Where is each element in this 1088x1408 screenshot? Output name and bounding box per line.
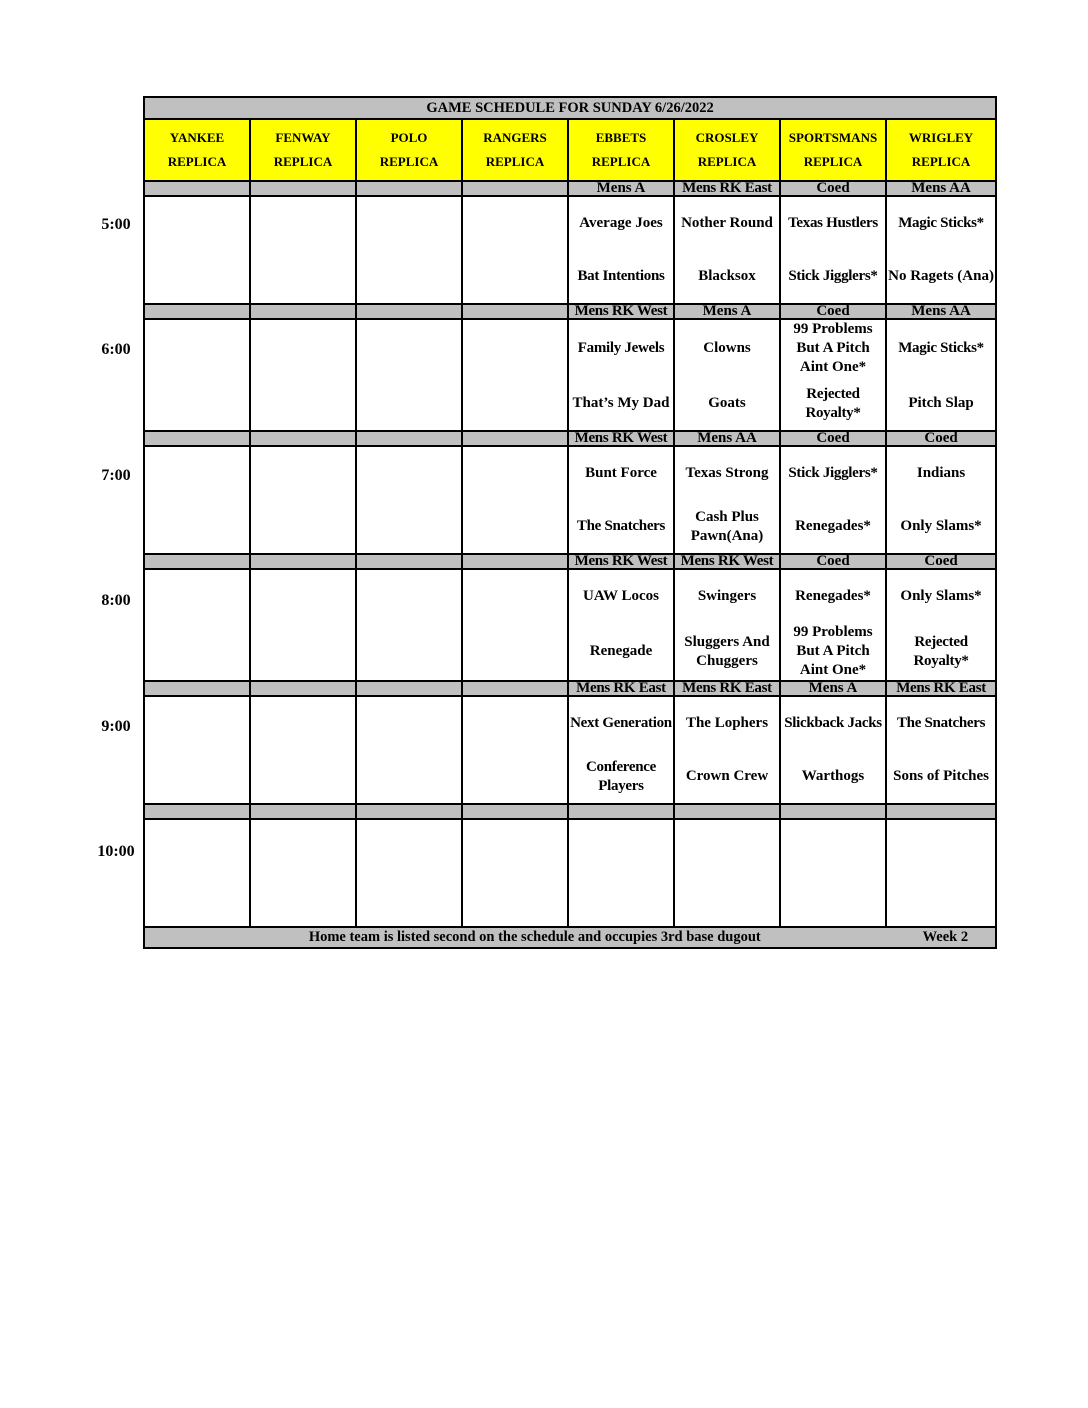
week-label: Week 2 (922, 929, 969, 945)
division-cell: Coed (886, 554, 996, 569)
team-cell (886, 696, 996, 750)
division-cell: Mens AA (674, 431, 780, 446)
team-cell (568, 500, 674, 554)
team-name: Warthogs (801, 768, 865, 784)
team-cell (462, 500, 568, 554)
team-cell (780, 873, 886, 927)
team-cell (144, 319, 250, 377)
team-cell (144, 446, 250, 500)
team-cell (462, 569, 568, 623)
team-cell (144, 500, 250, 554)
team-cell (250, 750, 356, 804)
team-cell (356, 319, 462, 377)
field-header-rangers (462, 119, 568, 181)
team-name: Renegades* (795, 518, 871, 534)
team-cell (674, 819, 780, 873)
team-cell (780, 500, 886, 554)
division-cell (250, 181, 356, 196)
team-name: Blacksox (698, 268, 756, 284)
team-cell (568, 377, 674, 431)
division-cell (462, 304, 568, 319)
schedule-title: GAME SCHEDULE FOR SUNDAY 6/26/2022 (144, 97, 996, 119)
division-cell (250, 304, 356, 319)
division-cell (568, 804, 674, 819)
team-cell (780, 250, 886, 304)
team-cell (250, 569, 356, 623)
game-row (144, 750, 996, 804)
team-cell (462, 446, 568, 500)
team-cell (674, 696, 780, 750)
team-name: 99 Problems But A Pitch Aint One* (793, 624, 873, 678)
team-cell (886, 500, 996, 554)
division-cell: Mens RK West (568, 431, 674, 446)
game-row (144, 569, 996, 623)
division-cell (356, 304, 462, 319)
team-cell (886, 819, 996, 873)
team-name: Renegade (589, 643, 653, 659)
field-subtitle: REPLICA (697, 154, 757, 169)
team-name: Bat Intentions (577, 268, 665, 284)
division-cell (356, 681, 462, 696)
team-cell (356, 819, 462, 873)
division-cell: Coed (780, 304, 886, 319)
game-row (144, 873, 996, 927)
team-cell (780, 196, 886, 250)
time-label: 9:00 (101, 718, 131, 735)
team-name: Indians (916, 465, 966, 481)
field-name: RANGERS (483, 130, 547, 145)
team-cell (886, 250, 996, 304)
team-name: Goats (708, 395, 746, 411)
team-cell (250, 250, 356, 304)
division-cell: Mens A (568, 181, 674, 196)
team-name: Stick Jigglers* (788, 268, 878, 284)
field-subtitle: REPLICA (379, 154, 439, 169)
division-cell (462, 804, 568, 819)
team-cell (780, 319, 886, 377)
team-cell (886, 873, 996, 927)
team-cell (356, 696, 462, 750)
field-header-fenway (250, 119, 356, 181)
team-cell (462, 196, 568, 250)
field-subtitle: REPLICA (485, 154, 545, 169)
team-cell (568, 446, 674, 500)
team-cell (780, 377, 886, 431)
division-cell: Mens RK West (674, 554, 780, 569)
team-cell (462, 750, 568, 804)
team-cell (250, 873, 356, 927)
game-row (144, 250, 996, 304)
team-cell (356, 377, 462, 431)
game-row (144, 623, 996, 681)
field-subtitle: REPLICA (803, 154, 863, 169)
division-cell: Mens RK West (568, 304, 674, 319)
team-name: Conference Players (585, 758, 657, 794)
team-name: Texas Strong (685, 465, 769, 481)
team-name: Average Joes (579, 215, 663, 231)
team-name: Only Slams* (900, 518, 982, 534)
team-cell (674, 319, 780, 377)
team-cell (462, 696, 568, 750)
team-cell (250, 623, 356, 681)
team-cell (568, 250, 674, 304)
team-name: 99 Problems But A Pitch Aint One* (793, 321, 873, 375)
team-cell (144, 250, 250, 304)
division-cell (144, 304, 250, 319)
team-cell (462, 819, 568, 873)
team-cell (144, 623, 250, 681)
team-name: Sluggers And Chuggers (684, 633, 770, 669)
division-cell (356, 431, 462, 446)
team-cell (356, 750, 462, 804)
team-name: The Snatchers (576, 518, 666, 534)
field-name: EBBETS (595, 130, 647, 145)
team-cell (886, 377, 996, 431)
team-cell (356, 873, 462, 927)
division-cell (250, 681, 356, 696)
team-cell (144, 819, 250, 873)
division-cell (462, 554, 568, 569)
team-cell (780, 750, 886, 804)
division-cell (144, 181, 250, 196)
team-cell (780, 623, 886, 681)
division-cell (462, 181, 568, 196)
time-label: 7:00 (101, 467, 131, 484)
division-cell (674, 804, 780, 819)
time-label: 8:00 (101, 592, 131, 609)
division-cell: Mens A (674, 304, 780, 319)
team-name: That’s My Dad (572, 395, 670, 411)
team-name: Rejected Royalty* (913, 633, 969, 669)
field-subtitle: REPLICA (911, 154, 971, 169)
team-cell (674, 500, 780, 554)
team-cell (674, 873, 780, 927)
field-name: WRIGLEY (908, 130, 974, 145)
division-cell: Mens AA (886, 304, 996, 319)
division-cell: Mens RK East (568, 681, 674, 696)
team-name: The Lophers (685, 715, 769, 731)
team-cell (780, 696, 886, 750)
team-cell (886, 569, 996, 623)
division-cell (144, 804, 250, 819)
field-header-ebbets (568, 119, 674, 181)
division-cell (462, 681, 568, 696)
time-label: 10:00 (97, 843, 135, 860)
field-name: SPORTSMANS (788, 130, 878, 145)
team-cell (356, 446, 462, 500)
schedule-table (143, 96, 995, 949)
team-cell (356, 623, 462, 681)
team-cell (250, 696, 356, 750)
team-name: Bunt Force (585, 465, 657, 481)
division-cell: Mens RK East (886, 681, 996, 696)
team-name: Clowns (703, 340, 751, 356)
team-cell (356, 569, 462, 623)
team-name: The Snatchers (896, 715, 986, 731)
field-name: CROSLEY (695, 130, 759, 145)
game-row (144, 696, 996, 750)
team-cell (462, 250, 568, 304)
team-name: Pitch Slap (908, 395, 974, 411)
division-cell (250, 804, 356, 819)
division-row (144, 181, 996, 196)
team-cell (144, 377, 250, 431)
team-cell (250, 377, 356, 431)
team-cell (780, 819, 886, 873)
field-header-yankee (144, 119, 250, 181)
team-name: Crown Crew (685, 768, 769, 784)
division-cell (144, 554, 250, 569)
team-cell (356, 196, 462, 250)
team-cell (674, 250, 780, 304)
division-row (144, 681, 996, 696)
team-name: Nother Round (681, 215, 773, 231)
footer-bar (144, 927, 996, 948)
team-cell (780, 446, 886, 500)
division-cell (144, 431, 250, 446)
team-cell (780, 569, 886, 623)
team-cell (674, 569, 780, 623)
division-cell: Mens AA (886, 181, 996, 196)
team-name: Stick Jigglers* (788, 465, 878, 481)
team-cell (250, 196, 356, 250)
division-cell (886, 804, 996, 819)
division-cell: Mens RK West (568, 554, 674, 569)
team-name: Swingers (697, 588, 757, 604)
division-cell: Mens RK East (674, 181, 780, 196)
team-name: Sons of Pitches (893, 768, 989, 784)
game-row (144, 446, 996, 500)
team-cell (568, 196, 674, 250)
team-cell (144, 196, 250, 250)
team-cell (144, 750, 250, 804)
team-cell (568, 696, 674, 750)
field-name: FENWAY (275, 130, 331, 145)
division-cell: Mens A (780, 681, 886, 696)
field-subtitle: REPLICA (591, 154, 651, 169)
team-cell (250, 500, 356, 554)
time-label: 5:00 (101, 216, 131, 233)
division-cell (356, 554, 462, 569)
team-name: Next Generation (570, 715, 672, 731)
game-row (144, 319, 996, 377)
team-cell (356, 500, 462, 554)
division-cell (144, 681, 250, 696)
team-name: Texas Hustlers (788, 215, 878, 231)
team-cell (250, 819, 356, 873)
team-name: Only Slams* (900, 588, 982, 604)
team-cell (462, 623, 568, 681)
team-cell (886, 196, 996, 250)
time-label: 6:00 (101, 341, 131, 358)
team-cell (462, 377, 568, 431)
team-name: Renegades* (795, 588, 871, 604)
field-header-wrigley (886, 119, 996, 181)
team-cell (568, 623, 674, 681)
division-cell (462, 431, 568, 446)
field-subtitle: REPLICA (273, 154, 333, 169)
team-cell (674, 196, 780, 250)
game-row (144, 500, 996, 554)
team-cell (674, 750, 780, 804)
team-cell (568, 819, 674, 873)
division-cell (250, 554, 356, 569)
division-cell (356, 181, 462, 196)
team-name: Cash Plus Pawn(Ana) (690, 508, 764, 544)
team-cell (568, 319, 674, 377)
team-cell (568, 569, 674, 623)
game-row (144, 196, 996, 250)
division-cell: Mens RK East (674, 681, 780, 696)
game-row (144, 377, 996, 431)
division-cell (780, 804, 886, 819)
field-subtitle: REPLICA (167, 154, 227, 169)
team-cell (674, 623, 780, 681)
division-cell (250, 431, 356, 446)
team-cell (674, 446, 780, 500)
field-header-crosley (674, 119, 780, 181)
team-name: Magic Sticks* (898, 215, 984, 231)
team-cell (250, 446, 356, 500)
team-cell (144, 696, 250, 750)
division-row (144, 804, 996, 819)
team-cell (144, 873, 250, 927)
division-row (144, 431, 996, 446)
team-cell (886, 319, 996, 377)
team-name: Slickback Jacks (784, 715, 882, 731)
division-cell: Coed (886, 431, 996, 446)
division-row (144, 554, 996, 569)
team-cell (886, 623, 996, 681)
division-row (144, 304, 996, 319)
team-name: UAW Locos (583, 588, 659, 604)
team-cell (144, 569, 250, 623)
team-cell (674, 377, 780, 431)
team-cell (568, 750, 674, 804)
team-cell (886, 446, 996, 500)
team-name: Magic Sticks* (898, 340, 984, 356)
game-row (144, 819, 996, 873)
team-cell (886, 750, 996, 804)
field-name: YANKEE (169, 130, 225, 145)
team-name: Family Jewels (577, 340, 665, 356)
division-cell: Coed (780, 181, 886, 196)
team-cell (356, 250, 462, 304)
division-cell (356, 804, 462, 819)
field-header-sportsmans (780, 119, 886, 181)
team-name: No Ragets (Ana) (888, 268, 994, 284)
footer-note: Home team is listed second on the schedule and occupies 3rd base dugout (308, 929, 761, 945)
field-name: POLO (390, 130, 428, 145)
team-cell (462, 319, 568, 377)
field-header-polo (356, 119, 462, 181)
team-cell (462, 873, 568, 927)
division-cell: Coed (780, 431, 886, 446)
team-cell (250, 319, 356, 377)
division-cell: Coed (780, 554, 886, 569)
team-cell (568, 873, 674, 927)
team-name: Rejected Royalty* (805, 385, 861, 421)
